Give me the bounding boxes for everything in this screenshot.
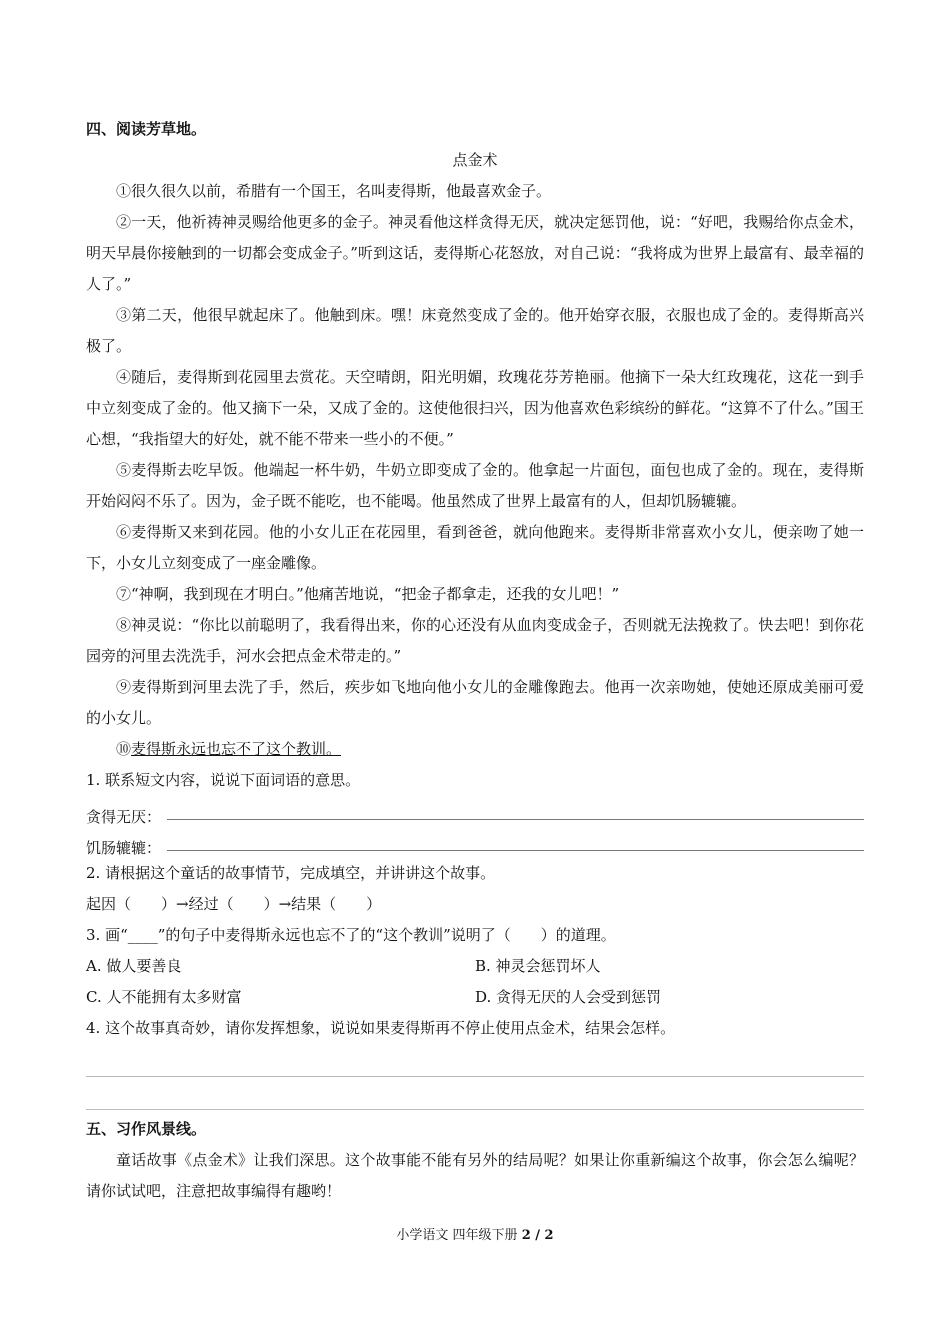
section-title-reading: 四、阅读芳草地。 [86,120,207,138]
answer-row-word1 [86,796,864,827]
question-4: 4. 这个故事真奇妙，请你发挥想象，说说如果麦得斯再不停止使用点金术，结果会怎样。 [86,1019,676,1037]
page-footer [0,1224,950,1243]
question-2: 2. 请根据这个童话的故事情节，完成填空，并讲讲这个故事。 [86,864,496,882]
story-paragraph-last [86,734,864,765]
question-3: 3. 画“____”的句子中麦得斯永远也忘不了的“这个教训”说明了（ ）的道理。 [86,926,616,944]
story-paragraph: ⑤麦得斯去吃早饭。他端起一杯牛奶，牛奶立即变成了金的。他拿起一片面包，面包也成了金的。现在，麦得斯开始闷闷不乐了。因为，金子既不能吃，也不能喝。他虽然成了世界上最富有的人，但却饥肠辘辘。 [86,461,864,510]
footer-label: 小学语文 四年级下册 [396,1228,522,1243]
paragraph-number: ⑩ [116,740,132,758]
story-paragraph: ⑥麦得斯又来到花园。他的小女儿正在花园里，看到爸爸，就向他跑来。麦得斯非常喜欢小女儿，便亲吻了她一下，小女儿立刻变成了一座金雕像。 [86,523,864,572]
plot-fill-in[interactable]: 起因（ ）→经过（ ）→结果（ ） [86,895,382,913]
underlined-sentence: 麦得斯永远也忘不了这个教训。 [131,740,342,758]
section-title-writing: 五、习作风景线。 [86,1120,207,1138]
option-d[interactable]: D. 贪得无厌的人会受到惩罚 [475,988,662,1006]
writing-prompt: 童话故事《点金术》让我们深思。这个故事能不能有另外的结局呢？如果让你重新编这个故事，你会怎么编呢？请你试试吧，注意把故事编得有趣哟！ [86,1151,864,1200]
story-paragraph: ②一天，他祈祷神灵赐给他更多的金子。神灵看他这样贪得无厌，就决定惩罚他，说：“好吧，我赐给你点金术，明天早晨你接触到的一切都会变成金子。”听到这话，麦得斯心花怒放，对自己说：“我将成为世界上最富有、最幸福的人了。” [86,213,864,293]
option-a[interactable]: A. 做人要善良 [86,957,182,975]
story-paragraph: ⑨麦得斯到河里去洗了手，然后，疾步如飞地向他小女儿的金雕像跑去。他再一次亲吻她，使她还原成美丽可爱的小女儿。 [86,678,864,727]
option-b[interactable]: B. 神灵会惩罚坏人 [475,957,601,975]
story-title: 点金术 [452,151,498,169]
answer-line[interactable] [86,1044,864,1077]
word-label: 贪得无厌： [86,808,162,826]
page-number: 2 / 2 [521,1228,554,1243]
story-paragraph: ③第二天，他很早就起床了。他触到床。嘿！床竟然变成了金的。他开始穿衣服，衣服也成了金的。麦得斯高兴极了。 [86,306,864,355]
option-c[interactable]: C. 人不能拥有太多财富 [86,988,242,1006]
story-paragraph: ①很久很久以前，希腊有一个国王，名叫麦得斯，他最喜欢金子。 [116,182,552,200]
question-1: 1. 联系短文内容，说说下面词语的意思。 [86,771,361,789]
story-paragraph: ⑦“神啊，我到现在才明白。”他痛苦地说，“把金子都拿走，还我的女儿吧！” [116,585,620,603]
story-paragraph: ④随后，麦得斯到花园里去赏花。天空晴朗，阳光明媚，玫瑰花芬芳艳丽。他摘下一朵大红玫瑰花，这花一到手中立刻变成了金的。他又摘下一朵，又成了金的。这使他很扫兴，因为他喜欢色彩缤纷的鲜花。“这算不了什么。”国王心想，“我指望大的好处，就不能不带来一些小的不便。” [86,368,864,448]
answer-line[interactable] [167,832,864,851]
story-paragraph: ⑧神灵说：“你比以前聪明了，我看得出来，你的心还没有从血肉变成金子，否则就无法挽救了。快去吧！到你花园旁的河里去洗洗手，河水会把点金术带走的。” [86,616,864,665]
choice-options [86,951,864,1013]
answer-line[interactable] [167,801,864,820]
answer-line[interactable] [86,1077,864,1110]
answer-row-word2 [86,827,864,858]
worksheet-page [86,114,864,1207]
word-label: 饥肠辘辘： [86,839,162,857]
